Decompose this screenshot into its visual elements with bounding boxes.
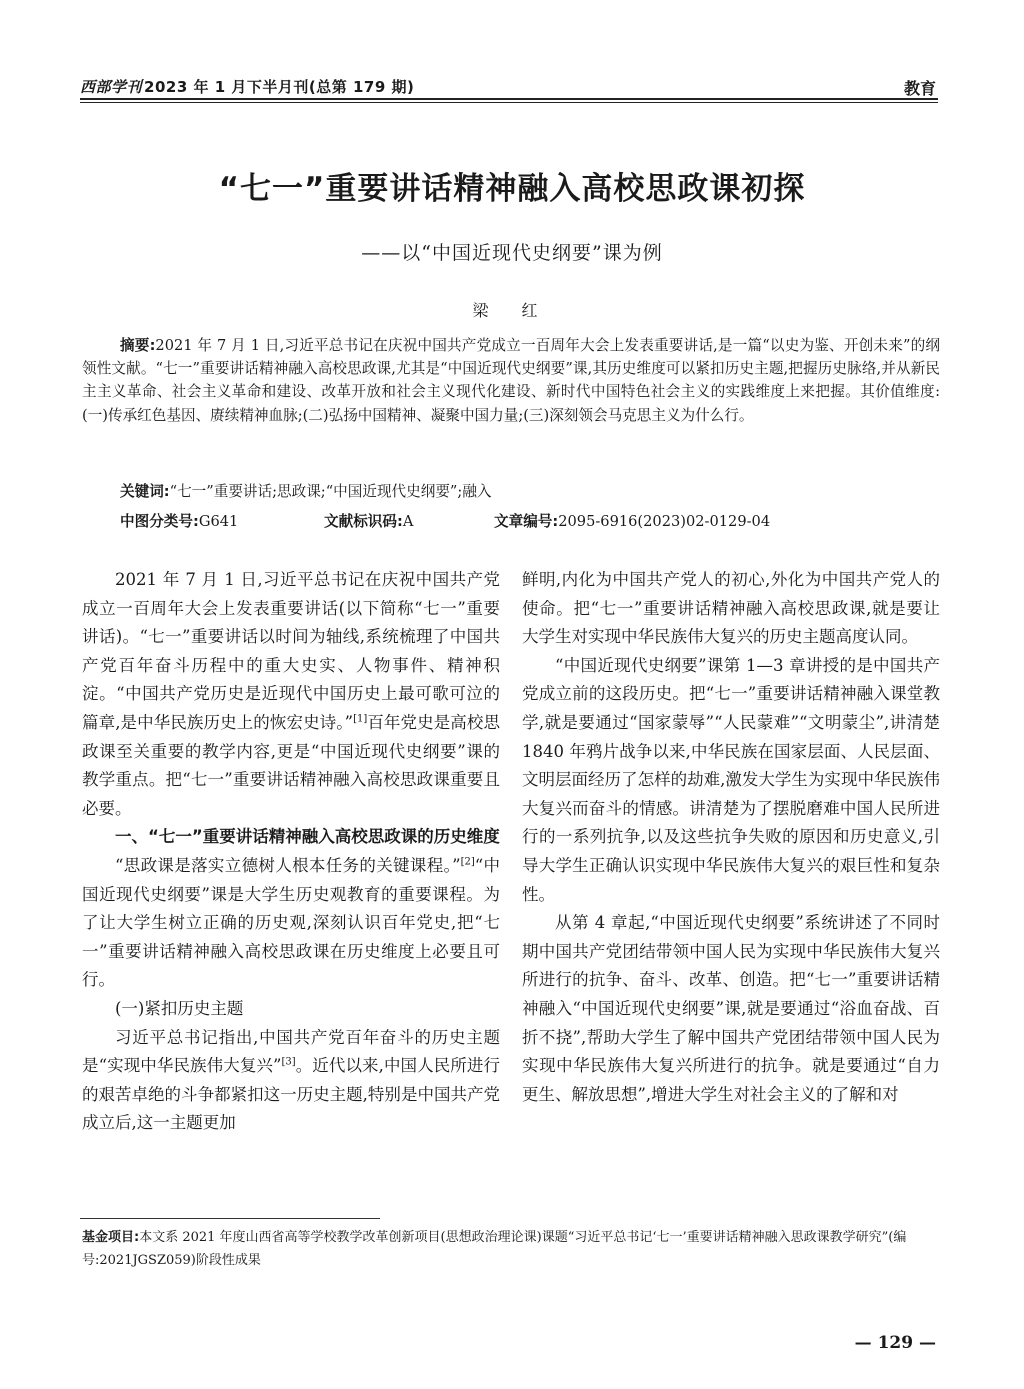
funding-text: 本文系 2021 年度山西省高等学校教学改革创新项目(思想政治理论课)课题“习近平总书记‘七一’重要讲话精神融入思政课教学研究”(编号:2021JGSZ059)阶段性成果: [82, 1230, 907, 1268]
abstract-text: 2021 年 7 月 1 日,习近平总书记在庆祝中国共产党成立一百周年大会上发表重要讲话,是一篇“以史为鉴、开创未来”的纲领性文献。“七一”重要讲话精神融入高校思政课,尤其是“中国近现代史纲要”课,其历史维度可以紧扣历史主题,把握历史脉络,并从新民主主义革命、社会主义革命和建设、改革开放和社会主义现代化建设、新时代中国特色社会主义的实践维度上来把握。其价值维度:(一)传承红色基因、赓续精神血脉;(二)弘扬中国精神、凝聚中国力量;(三)深刻领会马克思主义为什么行。: [82, 337, 940, 424]
paragraph-text: 2021 年 7 月 1 日,习近平总书记在庆祝中国共产党成立一百周年大会上发表重要讲话(以下简称“七一”重要讲话)。“七一”重要讲话以时间为轴线,系统梳理了中国共产党百年奋斗历程中的重大史实、人物事件、精神积淀。“中国共产党历史是近现代中国历史上最可歌可泣的篇章,是中华民族历史上的恢宏史诗。”: [82, 570, 500, 732]
paragraph: [82, 1024, 500, 1138]
author-name: 梁 红: [472, 301, 552, 320]
paragraph: [82, 852, 500, 995]
paragraph-text: 百年党史是高校思政课至关重要的教学内容,更是“中国近现代史纲要”课的教学重点。把“七一”重要讲话精神融入高校思政课重要且必要。: [82, 712, 500, 818]
paragraph-text: “中国近现代史纲要”课是大学生历史观教育的重要课程。为了让大学生树立正确的历史观,深刻认识百年党史,把“七一”重要讲话精神融入高校思政课在历史维度上必要且可行。: [82, 855, 501, 990]
clc-value: G641: [198, 513, 239, 530]
paragraph: 鲜明,内化为中国共产党人的初心,外化为中国共产党人的使命。把“七一”重要讲话精神融入高校思政课,就是要让大学生对实现中华民族伟大复兴的历史主题高度认同。: [522, 570, 940, 647]
issue-info: 2023 年 1 月下半月刊(总第 179 期): [144, 78, 415, 96]
section-label: 教育: [903, 79, 936, 98]
clc-label: 中图分类号:: [120, 513, 199, 530]
paragraph: [82, 566, 500, 823]
keywords-label: 关键词:: [120, 483, 170, 500]
funding-label: 基金项目:: [82, 1230, 140, 1245]
doc-label: 文献标识码:: [324, 513, 403, 530]
body-right-column: [522, 566, 940, 1109]
keywords-text: “七一”重要讲话;思政课;“中国近现代史纲要”;融入: [169, 483, 492, 500]
citation-ref: [1]: [353, 713, 368, 725]
journal-logo: 西部学刊: [80, 78, 143, 96]
header-rule-thin: [80, 102, 938, 103]
paragraph-text: 。近代以来,中国人民所进行的艰苦卓绝的斗争都紧扣这一历史主题,特别是中国共产党成立后,这一主题更加: [82, 1056, 500, 1133]
funding-note: [82, 1226, 940, 1272]
header-rule: [80, 98, 938, 100]
section-heading: 一、“七一”重要讲话精神融入高校思政课的历史维度: [115, 827, 500, 847]
article-number: [494, 510, 770, 531]
keywords: [120, 480, 492, 501]
article-subtitle: ——以“中国近现代史纲要”课为例: [361, 242, 663, 264]
body-left-column: [82, 566, 500, 1138]
article-title: “七一”重要讲话精神融入高校思政课初探: [218, 171, 806, 207]
abstract-label: 摘要:: [120, 337, 156, 354]
paragraph-text: 习近平总书记指出,中国共产党百年奋斗的历史主题是“实现中华民族伟大复兴”: [82, 1027, 500, 1076]
art-label: 文章编号:: [494, 513, 559, 530]
paragraph-text: “思政课是落实立德树人根本任务的关键课程。”: [115, 855, 461, 875]
citation-ref: [2]: [460, 856, 475, 868]
citation-ref: [3]: [281, 1056, 296, 1068]
paragraph: “中国近现代史纲要”课第 1—3 章讲授的是中国共产党成立前的这段历史。把“七一”重要讲话精神融入课堂教学,就是要通过“国家蒙辱”“人民蒙难”“文明蒙尘”,讲清楚 1840 年鸦片战争以来,中华民族在国家层面、人民层面、文明层面经历了怎样的劫难,激发大学生为实现中华民族伟大复兴而奋斗的情感。讲清楚为了摆脱磨难中国人民所进行的一系列抗争,以及这些抗争失败的原因和历史意义,引导大学生正确认识实现中华民族伟大复兴的艰巨性和复杂性。: [522, 655, 940, 904]
doc-code: [324, 510, 413, 531]
journal-header: [80, 76, 414, 97]
clc-code: [120, 510, 238, 531]
page-number: — 129 —: [854, 1333, 936, 1353]
art-value: 2095-6916(2023)02-0129-04: [558, 513, 771, 530]
abstract: [82, 334, 940, 427]
doc-value: A: [402, 513, 414, 530]
paragraph: 从第 4 章起,“中国近现代史纲要”系统讲述了不同时期中国共产党团结带领中国人民为实现中华民族伟大复兴所进行的抗争、奋斗、改革、创造。把“七一”重要讲话精神融入“中国近现代史纲要”课,就是要通过“浴血奋战、百折不挠”,帮助大学生了解中国共产党团结带领中国人民为实现中华民族伟大复兴所进行的抗争。就是要通过“自力更生、解放思想”,增进大学生对社会主义的了解和对: [522, 913, 940, 1104]
subsection-heading: (一)紧扣历史主题: [115, 998, 244, 1018]
footnote-rule: [80, 1218, 380, 1219]
